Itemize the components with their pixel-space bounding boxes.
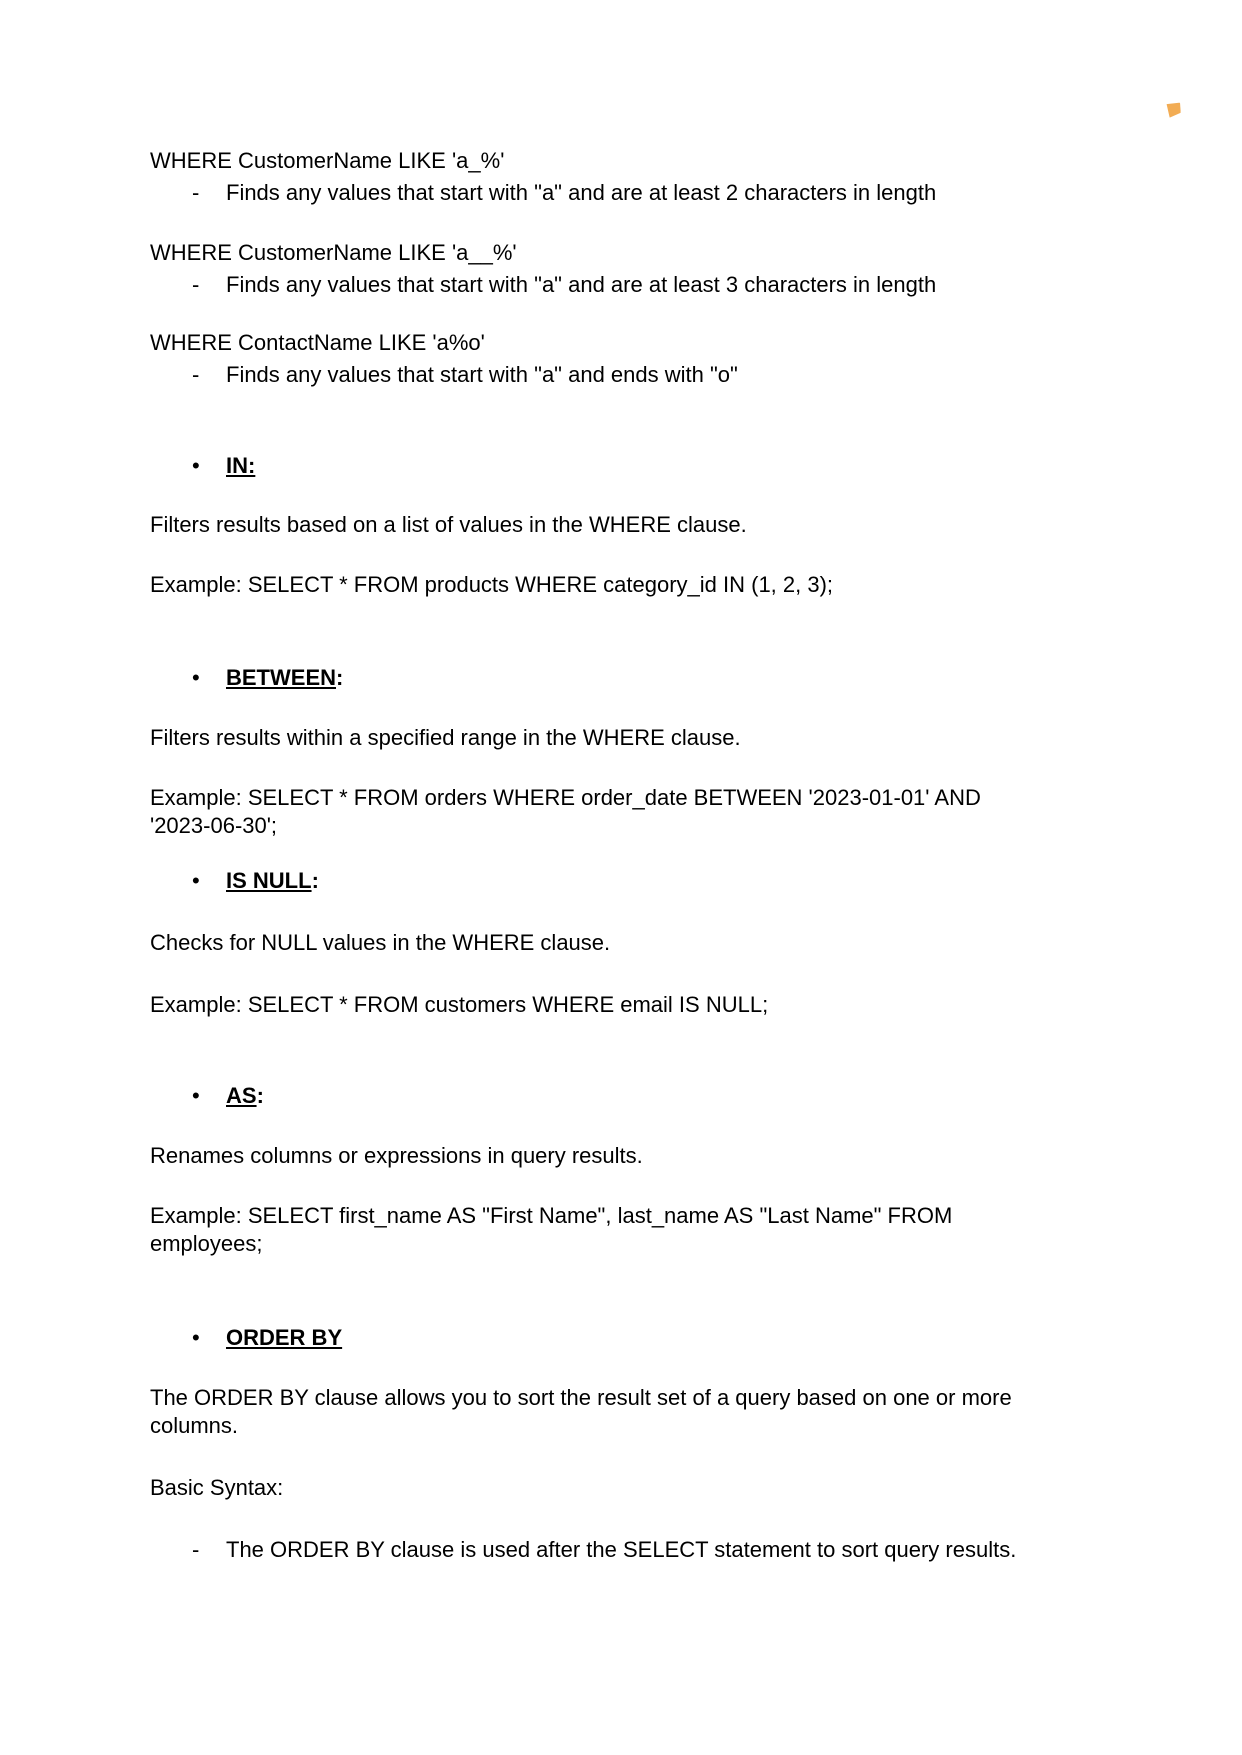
- bullet-icon: •: [192, 1083, 200, 1108]
- bullet-icon: •: [192, 1325, 200, 1350]
- operator-description-as: Renames columns or expressions in query results.: [150, 1143, 643, 1168]
- like-note-1: Finds any values that start with "a" and are at least 2 characters in length: [226, 180, 937, 205]
- bullet-icon: •: [192, 665, 200, 690]
- operator-suffix-is-null: :: [311, 868, 319, 893]
- operator-example-as-line2: employees;: [150, 1231, 263, 1256]
- dash-icon: -: [192, 272, 200, 297]
- like-note-item-1: [150, 179, 1092, 207]
- dash-icon: -: [192, 180, 200, 205]
- operator-suffix-as: :: [256, 1083, 264, 1108]
- operator-example-as-line1: Example: SELECT first_name AS "First Name", last_name AS "Last Name" FROM: [150, 1203, 953, 1228]
- like-clause-2: WHERE CustomerName LIKE 'a__%': [150, 240, 517, 265]
- operator-term-in: IN:: [226, 453, 256, 478]
- operator-heading-between: [150, 664, 1092, 692]
- operator-description-between: Filters results within a specified range in the WHERE clause.: [150, 725, 741, 750]
- like-note-item-3: [150, 361, 1092, 389]
- order-by-syntax-note: The ORDER BY clause is used after the SELECT statement to sort query results.: [226, 1537, 1017, 1562]
- like-clause-1: WHERE CustomerName LIKE 'a_%': [150, 148, 505, 173]
- order-by-syntax-note-item: [150, 1536, 1092, 1564]
- operator-example-is-null: Example: SELECT * FROM customers WHERE email IS NULL;: [150, 992, 769, 1017]
- bullet-icon: •: [192, 868, 200, 893]
- like-note-3: Finds any values that start with "a" and ends with "o": [226, 362, 738, 387]
- operator-term-as: AS: [226, 1083, 257, 1108]
- like-note-item-2: [150, 271, 1092, 299]
- operator-example-between-line2: '2023-06-30';: [150, 813, 278, 838]
- bullet-icon: •: [192, 453, 200, 478]
- like-clause-3: WHERE ContactName LIKE 'a%o': [150, 330, 485, 355]
- operator-heading-as: [150, 1082, 1092, 1110]
- like-note-2: Finds any values that start with "a" and are at least 3 characters in length: [226, 272, 937, 297]
- operator-description-order-by-line2: columns.: [150, 1413, 239, 1438]
- operator-term-is-null: IS NULL: [226, 868, 312, 893]
- operator-example-between-line1: Example: SELECT * FROM orders WHERE order_date BETWEEN '2023-01-01' AND: [150, 785, 981, 810]
- operator-heading-in: [150, 452, 1092, 480]
- operator-heading-order-by: [150, 1324, 1092, 1352]
- dash-icon: -: [192, 1537, 200, 1562]
- operator-heading-is-null: [150, 867, 1092, 895]
- operator-description-is-null: Checks for NULL values in the WHERE clause.: [150, 930, 611, 955]
- operator-term-order-by: ORDER BY: [226, 1325, 343, 1350]
- operator-description-in: Filters results based on a list of values in the WHERE clause.: [150, 512, 747, 537]
- operator-example-in: Example: SELECT * FROM products WHERE category_id IN (1, 2, 3);: [150, 572, 834, 597]
- operator-suffix-between: :: [336, 665, 344, 690]
- operator-term-between: BETWEEN: [226, 665, 336, 690]
- basic-syntax-label: Basic Syntax:: [150, 1475, 284, 1500]
- dash-icon: -: [192, 362, 200, 387]
- operator-description-order-by-line1: The ORDER BY clause allows you to sort the result set of a query based on one or more: [150, 1385, 1012, 1410]
